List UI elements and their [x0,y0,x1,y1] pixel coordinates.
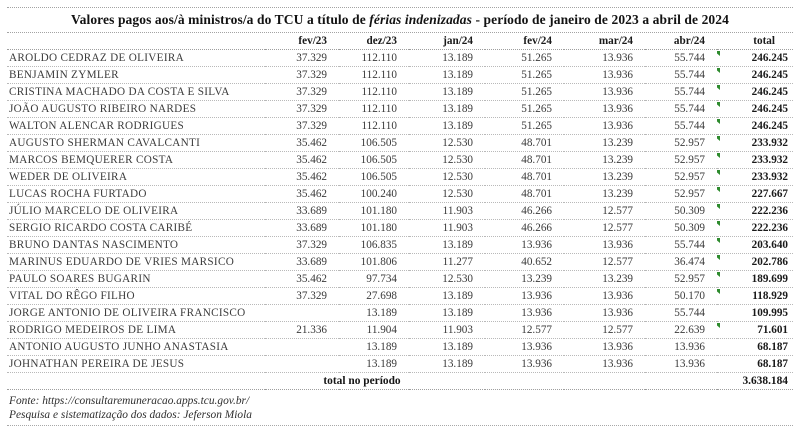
title-prefix: Valores pagos aos/à ministros/a do TCU a título de [71,12,370,27]
value-cell: 11.903 [409,219,485,236]
header-row [7,33,793,49]
value-cell: 112.110 [339,117,409,134]
table-row [7,66,793,83]
row-total-value: 71.601 [757,323,788,336]
minister-name: PAULO SOARES BUGARIN [7,270,265,287]
table-row [7,253,793,270]
value-cell: 35.462 [265,185,339,202]
green-flag-icon [717,119,720,124]
value-cell: 37.329 [265,49,339,66]
minister-name: RODRIGO MEDEIROS DE LIMA [7,321,265,338]
row-total-cell [717,355,793,372]
value-cell: 13.189 [409,49,485,66]
table-row [7,134,793,151]
report-sheet [7,0,793,426]
value-cell: 55.744 [645,66,717,83]
row-total-value: 227.667 [751,187,788,200]
column-header-mar24: mar/24 [564,33,645,49]
value-cell: 13.936 [564,355,645,372]
value-cell: 13.189 [409,355,485,372]
value-cell: 11.903 [409,202,485,219]
period-total-value: 3.638.184 [717,372,793,389]
green-flag-icon [717,51,720,56]
value-cell: 101.180 [339,219,409,236]
value-cell: 52.957 [645,168,717,185]
table-row [7,100,793,117]
column-header-total: total [717,33,793,49]
value-cell: 112.110 [339,100,409,117]
report-footer [7,390,793,426]
value-cell: 13.189 [339,338,409,355]
value-cell: 48.701 [485,168,564,185]
table-row [7,287,793,304]
green-flag-icon [717,204,720,209]
value-cell: 33.689 [265,202,339,219]
value-cell: 101.180 [339,202,409,219]
value-cell: 13.936 [564,117,645,134]
value-cell: 46.266 [485,202,564,219]
value-cell: 55.744 [645,117,717,134]
table-row [7,270,793,287]
value-cell: 35.462 [265,134,339,151]
value-cell: 13.936 [485,304,564,321]
value-cell: 13.936 [485,338,564,355]
value-cell: 112.110 [339,49,409,66]
value-cell: 112.110 [339,66,409,83]
value-cell [265,355,339,372]
row-total-cell [717,83,793,100]
row-total-value: 118.929 [752,289,788,302]
row-total-value: 203.640 [751,238,788,251]
value-cell: 35.462 [265,270,339,287]
value-cell: 12.577 [564,202,645,219]
column-header-dez23: dez/23 [339,33,409,49]
green-flag-icon [717,68,720,73]
table-row [7,49,793,66]
table-row [7,338,793,355]
minister-name: LUCAS ROCHA FURTADO [7,185,265,202]
minister-name: VITAL DO RÊGO FILHO [7,287,265,304]
row-total-cell [717,253,793,270]
green-flag-icon [717,238,720,243]
minister-name: JÚLIO MARCELO DE OLIVEIRA [7,202,265,219]
green-flag-icon [717,289,720,294]
green-flag-icon [717,272,720,277]
value-cell: 13.936 [485,287,564,304]
value-cell: 13.239 [564,134,645,151]
row-total-value: 109.995 [751,306,788,319]
value-cell: 13.936 [564,49,645,66]
row-total-cell [717,219,793,236]
value-cell: 52.957 [645,185,717,202]
row-total-cell [717,49,793,66]
value-cell: 13.239 [564,185,645,202]
row-total-value: 189.699 [751,272,788,285]
page-title [7,7,793,33]
green-flag-icon [717,102,720,107]
value-cell: 101.806 [339,253,409,270]
value-cell: 106.835 [339,236,409,253]
value-cell: 13.239 [485,270,564,287]
period-total-label: total no período [7,372,717,389]
credit-note: Pesquisa e sistematização dos dados: Jeferson Miola [9,408,252,421]
value-cell: 13.189 [409,287,485,304]
value-cell: 37.329 [265,117,339,134]
minister-name: BENJAMIN ZYMLER [7,66,265,83]
value-cell: 106.505 [339,168,409,185]
value-cell: 12.530 [409,185,485,202]
value-cell: 12.530 [409,168,485,185]
column-header-fev23: fev/23 [265,33,339,49]
value-cell: 13.189 [409,66,485,83]
minister-name: JOÃO AUGUSTO RIBEIRO NARDES [7,100,265,117]
value-cell: 13.239 [564,270,645,287]
value-cell: 51.265 [485,49,564,66]
value-cell [265,304,339,321]
green-flag-icon [717,187,720,192]
value-cell: 13.936 [564,100,645,117]
source-note: Fonte: https://consultaremuneracao.apps.tcu.gov.br/ [9,394,250,407]
table-row [7,185,793,202]
value-cell: 106.505 [339,134,409,151]
payments-table [7,33,793,390]
value-cell: 13.936 [564,304,645,321]
green-flag-icon [717,85,720,90]
value-cell: 100.240 [339,185,409,202]
value-cell: 55.744 [645,304,717,321]
value-cell: 50.309 [645,219,717,236]
value-cell: 37.329 [265,83,339,100]
row-total-cell [717,321,793,338]
value-cell: 13.189 [409,304,485,321]
table-row [7,236,793,253]
row-total-value: 222.236 [751,204,788,217]
value-cell: 36.474 [645,253,717,270]
green-flag-icon [717,221,720,226]
value-cell: 13.936 [564,338,645,355]
value-cell: 13.936 [485,236,564,253]
value-cell: 22.639 [645,321,717,338]
value-cell: 12.577 [564,253,645,270]
value-cell: 12.530 [409,151,485,168]
value-cell: 51.265 [485,66,564,83]
value-cell: 37.329 [265,236,339,253]
value-cell: 13.936 [564,287,645,304]
column-header-jan24: jan/24 [409,33,485,49]
value-cell: 13.239 [564,168,645,185]
value-cell: 13.189 [409,117,485,134]
value-cell: 46.266 [485,219,564,236]
value-cell: 12.577 [564,219,645,236]
row-total-value: 246.245 [751,119,788,132]
minister-name: JOHNATHAN PEREIRA DE JESUS [7,355,265,372]
row-total-cell [717,304,793,321]
row-total-cell [717,338,793,355]
value-cell: 52.957 [645,151,717,168]
title-emphasis: férias indenizadas [369,12,472,27]
value-cell: 37.329 [265,100,339,117]
row-total-value: 233.932 [751,170,788,183]
value-cell: 27.698 [339,287,409,304]
value-cell: 106.505 [339,151,409,168]
value-cell: 13.936 [485,355,564,372]
value-cell [265,338,339,355]
table-row [7,151,793,168]
table-row [7,83,793,100]
value-cell: 11.903 [409,321,485,338]
minister-name: BRUNO DANTAS NASCIMENTO [7,236,265,253]
value-cell: 48.701 [485,151,564,168]
minister-name: JORGE ANTONIO DE OLIVEIRA FRANCISCO [7,304,265,321]
value-cell: 13.936 [564,236,645,253]
value-cell: 11.904 [339,321,409,338]
minister-name: MARCOS BEMQUERER COSTA [7,151,265,168]
value-cell: 13.936 [564,66,645,83]
value-cell: 55.744 [645,83,717,100]
value-cell: 52.957 [645,134,717,151]
value-cell: 12.530 [409,134,485,151]
row-total-value: 246.245 [751,102,788,115]
value-cell: 12.530 [409,270,485,287]
value-cell: 11.277 [409,253,485,270]
value-cell: 51.265 [485,83,564,100]
row-total-cell [717,185,793,202]
row-total-value: 246.245 [751,51,788,64]
row-total-value: 233.932 [751,153,788,166]
row-total-value: 246.245 [751,85,788,98]
row-total-cell [717,168,793,185]
table-row [7,168,793,185]
value-cell: 51.265 [485,117,564,134]
row-total-value: 202.786 [751,255,788,268]
minister-name: WEDER DE OLIVEIRA [7,168,265,185]
row-total-cell [717,202,793,219]
row-total-cell [717,134,793,151]
minister-name: AROLDO CEDRAZ DE OLIVEIRA [7,49,265,66]
value-cell: 48.701 [485,185,564,202]
period-total-row [7,372,793,389]
value-cell: 35.462 [265,151,339,168]
row-total-cell [717,270,793,287]
row-total-cell [717,66,793,83]
value-cell: 13.189 [339,304,409,321]
minister-name: ANTONIO AUGUSTO JUNHO ANASTASIA [7,338,265,355]
value-cell: 55.744 [645,236,717,253]
value-cell: 13.189 [409,338,485,355]
column-header-fev24: fev/24 [485,33,564,49]
value-cell: 33.689 [265,253,339,270]
value-cell: 52.957 [645,270,717,287]
minister-name: CRISTINA MACHADO DA COSTA E SILVA [7,83,265,100]
value-cell: 40.652 [485,253,564,270]
value-cell: 13.239 [564,151,645,168]
table-row [7,355,793,372]
column-header-abr24: abr/24 [645,33,717,49]
value-cell: 21.336 [265,321,339,338]
value-cell: 51.265 [485,100,564,117]
value-cell: 13.189 [409,100,485,117]
name-column-header [7,33,265,49]
value-cell: 97.734 [339,270,409,287]
value-cell: 50.309 [645,202,717,219]
row-total-value: 246.245 [751,68,788,81]
value-cell: 12.577 [564,321,645,338]
table-row [7,219,793,236]
value-cell: 48.701 [485,134,564,151]
value-cell: 12.577 [485,321,564,338]
green-flag-icon [717,153,720,158]
minister-name: AUGUSTO SHERMAN CAVALCANTI [7,134,265,151]
value-cell: 33.689 [265,219,339,236]
value-cell: 13.936 [645,355,717,372]
green-flag-icon [717,255,720,260]
green-flag-icon [717,170,720,175]
row-total-cell [717,151,793,168]
green-flag-icon [717,323,720,328]
row-total-value: 222.236 [751,221,788,234]
minister-name: SERGIO RICARDO COSTA CARIBÉ [7,219,265,236]
title-suffix: - período de janeiro de 2023 a abril de 2024 [471,12,729,27]
value-cell: 112.110 [339,83,409,100]
table-row [7,321,793,338]
value-cell: 13.189 [409,83,485,100]
row-total-value: 68.187 [757,357,788,370]
value-cell: 35.462 [265,168,339,185]
value-cell: 55.744 [645,100,717,117]
value-cell: 13.936 [564,83,645,100]
value-cell: 37.329 [265,66,339,83]
row-total-value: 68.187 [757,340,788,353]
green-flag-icon [717,136,720,141]
value-cell: 55.744 [645,49,717,66]
row-total-cell [717,100,793,117]
table-row [7,304,793,321]
value-cell: 13.936 [645,338,717,355]
table-row [7,117,793,134]
row-total-value: 233.932 [751,136,788,149]
value-cell: 13.189 [339,355,409,372]
row-total-cell [717,117,793,134]
value-cell: 50.170 [645,287,717,304]
row-total-cell [717,287,793,304]
row-total-cell [717,236,793,253]
value-cell: 13.189 [409,236,485,253]
minister-name: MARINUS EDUARDO DE VRIES MARSICO [7,253,265,270]
table-row [7,202,793,219]
value-cell: 37.329 [265,287,339,304]
minister-name: WALTON ALENCAR RODRIGUES [7,117,265,134]
